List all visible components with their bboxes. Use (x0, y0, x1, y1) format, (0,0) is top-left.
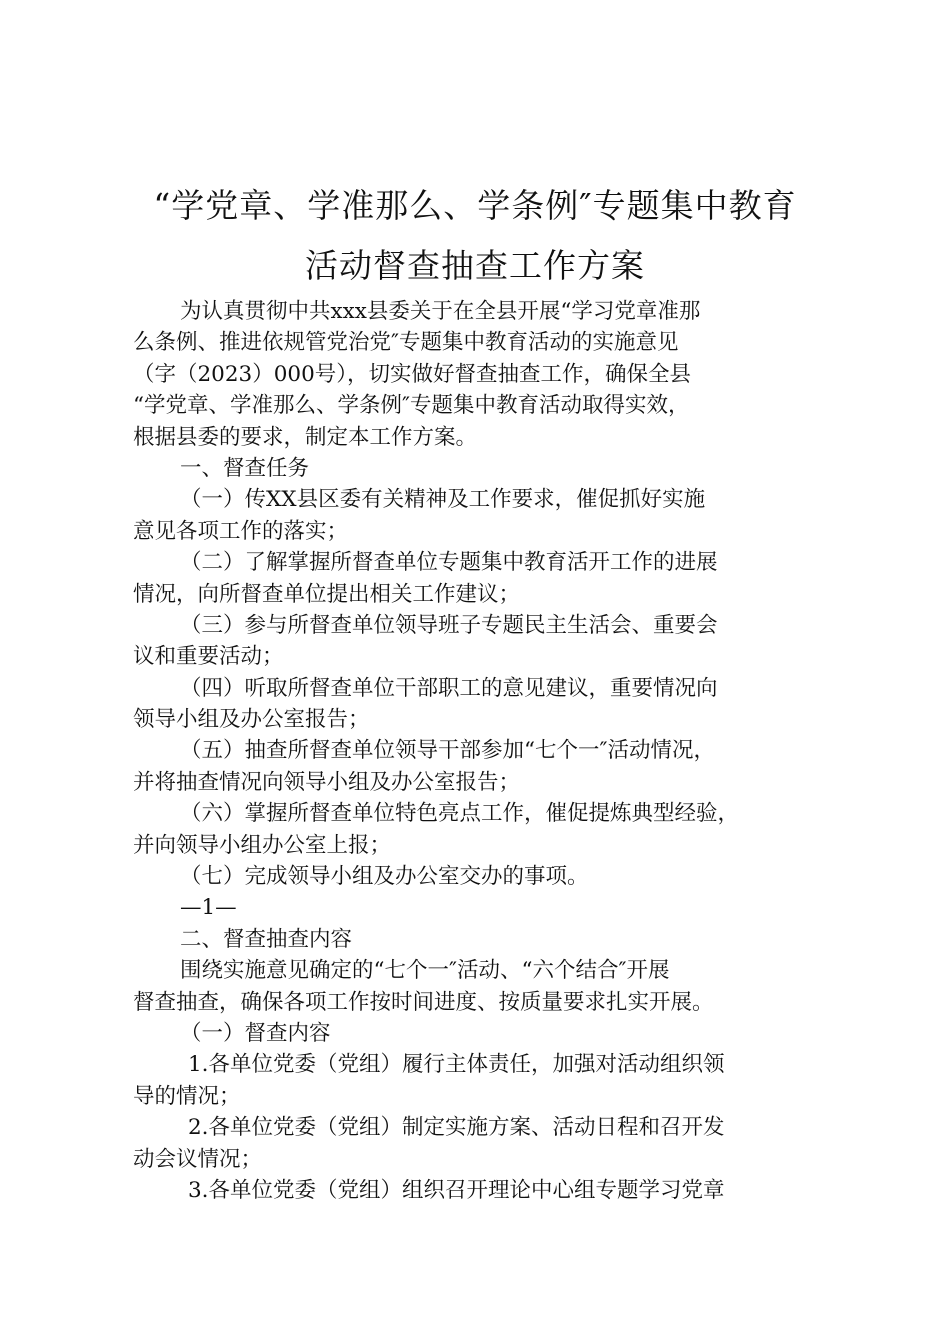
list-item-line: 1.各单位党委（党组）履行主体责任，加强对活动组织领 (188, 1052, 725, 1078)
list-item-line: （二）了解掌握所督查单位专题集中教育活开工作的进展 (180, 550, 718, 576)
list-item-line: 意见各项工作的落实； (133, 518, 349, 544)
paragraph-line: 围绕实施意见确定的“七个一″活动、“六个结合″开展 (180, 958, 670, 984)
list-item-line: （三）参与所督查单位领导班子专题民主生活会、重要会 (180, 612, 718, 638)
paragraph-line: 根据县委的要求，制定本工作方案。 (133, 424, 478, 450)
page-number: —1— (180, 895, 237, 921)
list-item-line: 3.各单位党委（党组）组织召开理论中心组专题学习党章 (188, 1177, 725, 1203)
list-item-line: （七）完成领导小组及办公室交办的事项。 (180, 864, 589, 890)
section-heading: 一、督查任务 (180, 455, 310, 481)
list-item-line: 情况，向所督查单位提出相关工作建议； (133, 581, 521, 607)
list-item-line: 导的情况； (133, 1083, 241, 1109)
list-item-line: （一）传XX县区委有关精神及工作要求，催促抓好实施 (180, 487, 706, 513)
list-item-line: 并将抽查情况向领导小组及办公室报告； (133, 769, 521, 795)
paragraph-line: 为认真贯彻中共xxx县委关于在全县开展“学习党章准那 (180, 299, 701, 324)
title-line-2: 活动督查抽查工作方案 (305, 246, 645, 285)
paragraph-line: （字（2023）000号），切实做好督查抽查工作，确保全县 (133, 361, 692, 387)
list-item-line: （五）抽查所督查单位领导干部参加“七个一″活动情况， (180, 738, 716, 764)
paragraph-line: 么条例、推进依规管党治党″专题集中教育活动的实施意见 (133, 330, 679, 356)
document-body (133, 296, 833, 1206)
subsection-heading: （一）督查内容 (180, 1020, 331, 1046)
paragraph-line: “学党章、学准那么、学条例″专题集中教育活动取得实效， (133, 393, 690, 419)
list-item-line: 领导小组及办公室报告； (133, 707, 370, 733)
list-item-line: （六）掌握所督查单位特色亮点工作，催促提炼典型经验， (180, 801, 740, 827)
list-item-line: 议和重要活动； (133, 644, 284, 670)
list-item-line: 2.各单位党委（党组）制定实施方案、活动日程和召开发 (188, 1115, 725, 1141)
section-heading: 二、督查抽查内容 (180, 926, 353, 952)
title-line-1: “学党章、学准那么、学条例″专题集中教育 (153, 186, 797, 225)
list-item-line: 并向领导小组办公室上报； (133, 832, 392, 858)
list-item-line: 动会议情况； (133, 1146, 263, 1172)
paragraph-line: 督查抽查，确保各项工作按时间进度、按质量要求扎实开展。 (133, 989, 714, 1015)
list-item-line: （四）听取所督查单位干部职工的意见建议，重要情况向 (180, 675, 718, 701)
document-title (110, 176, 840, 296)
